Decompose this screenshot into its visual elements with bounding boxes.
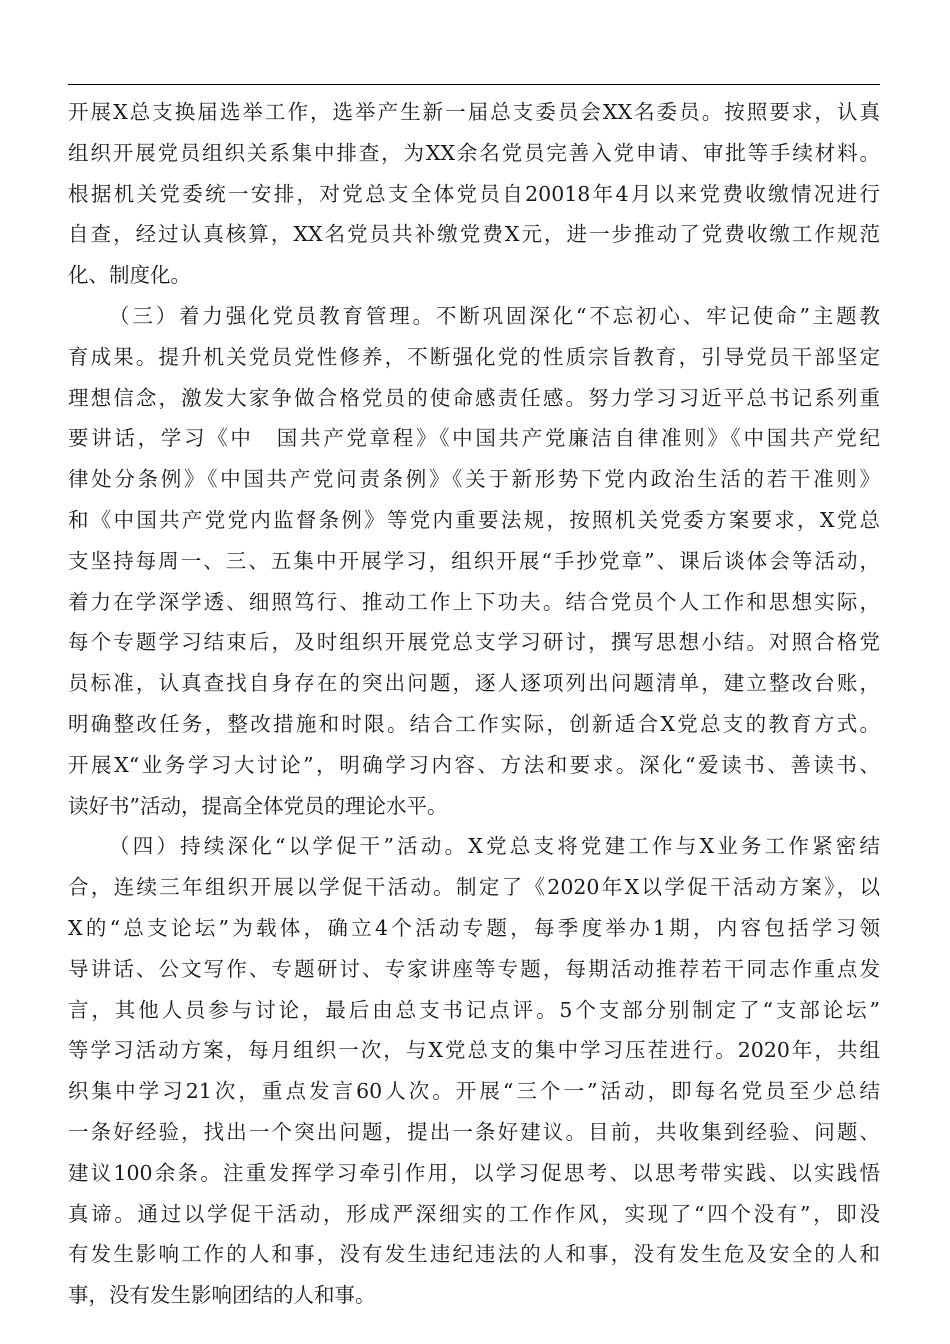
text-line: 组织开展党员组织关系集中排查，为XX余名党员完善入党申请、审批等手续材料。	[68, 140, 880, 165]
text-line: 支坚持每周一、三、五集中开展学习，组织开展“手抄党章”、课后谈体会等活动，	[68, 548, 880, 573]
text-line: （三）着力强化党员教育管理。不断巩固深化“不忘初心、牢记使命”主题教	[109, 303, 880, 328]
text-line: 开展X总支换届选举工作，选举产生新一届总支委员会XX名委员。按照要求，认真	[68, 100, 880, 124]
text-line: 育成果。提升机关党员党性修养，不断强化党的性质宗旨教育，引导党员干部坚定	[68, 344, 880, 369]
text-line: 事，没有发生影响团结的人和事。	[68, 1283, 376, 1308]
text-line: 化、制度化。	[68, 263, 191, 288]
text-line: 要讲话，学习《中 国共产党章程》《中国共产党廉洁自律准则》《中国共产党纪	[68, 426, 880, 451]
text-line: 律处分条例》《中国共产党问责条例》《关于新形势下党内政治生活的若干准则》	[68, 467, 880, 492]
text-line: 和《中国共产党党内监督条例》等党内重要法规，按照机关党委方案要求，X党总	[68, 507, 880, 532]
text-line: 导讲话、公文写作、专题研讨、专家讲座等专题，每期活动推荐若干同志作重点发	[68, 956, 880, 981]
text-line: 有发生影响工作的人和事，没有发生违纪违法的人和事，没有发生危及安全的人和	[68, 1242, 880, 1267]
text-line: 根据机关党委统一安排，对党总支全体党员自20018年4月以来党费收缴情况进行	[68, 181, 880, 206]
text-line: 开展X“业务学习大讨论”，明确学习内容、方法和要求。深化“爱读书、善读书、	[68, 752, 880, 777]
text-line: 织集中学习21次，重点发言60人次。开展“三个一”活动，即每名党员至少总结	[68, 1079, 880, 1104]
text-line: 一条好经验，找出一个突出问题，提出一条好建议。目前，共收集到经验、问题、	[68, 1119, 880, 1144]
header-rule	[68, 84, 880, 85]
text-line: 合，连续三年组织开展以学促干活动。制定了《2020年X以学促干活动方案》，以	[68, 875, 880, 900]
text-line: 员标准，认真查找自身存在的突出问题，逐人逐项列出问题清单，建立整改台账，	[68, 671, 880, 696]
text-line: 言，其他人员参与讨论，最后由总支书记点评。5个支部分别制定了“支部论坛”	[68, 997, 880, 1022]
text-line: 明确整改任务，整改措施和时限。结合工作实际，创新适合X党总支的教育方式。	[68, 711, 880, 736]
text-line: 读好书”活动，提高全体党员的理论水平。	[68, 793, 448, 818]
text-line: 等学习活动方案，每月组织一次，与X党总支的集中学习压茬进行。2020年，共组	[68, 1038, 880, 1063]
body-text	[68, 92, 880, 1316]
text-line: 真谛。通过以学促干活动，形成严深细实的工作作风，实现了“四个没有”，即没	[68, 1201, 880, 1226]
text-line: 每个专题学习结束后，及时组织开展党总支学习研讨，撰写思想小结。对照合格党	[68, 630, 880, 655]
text-line: 着力在学深学透、细照笃行、推动工作上下功夫。结合党员个人工作和思想实际，	[68, 589, 880, 614]
text-line: 建议100余条。注重发挥学习牵引作用，以学习促思考、以思考带实践、以实践悟	[68, 1160, 880, 1185]
text-line: 自查，经过认真核算，XX名党员共补缴党费X元，进一步推动了党费收缴工作规范	[68, 222, 880, 247]
text-line: 理想信念，激发大家争做合格党员的使命感责任感。努力学习习近平总书记系列重	[68, 385, 880, 410]
text-line: X的“总支论坛”为载体，确立4个活动专题，每季度举办1期，内容包括学习领	[68, 915, 880, 940]
text-line: （四）持续深化“以学促干”活动。X党总支将党建工作与X业务工作紧密结	[109, 834, 880, 859]
